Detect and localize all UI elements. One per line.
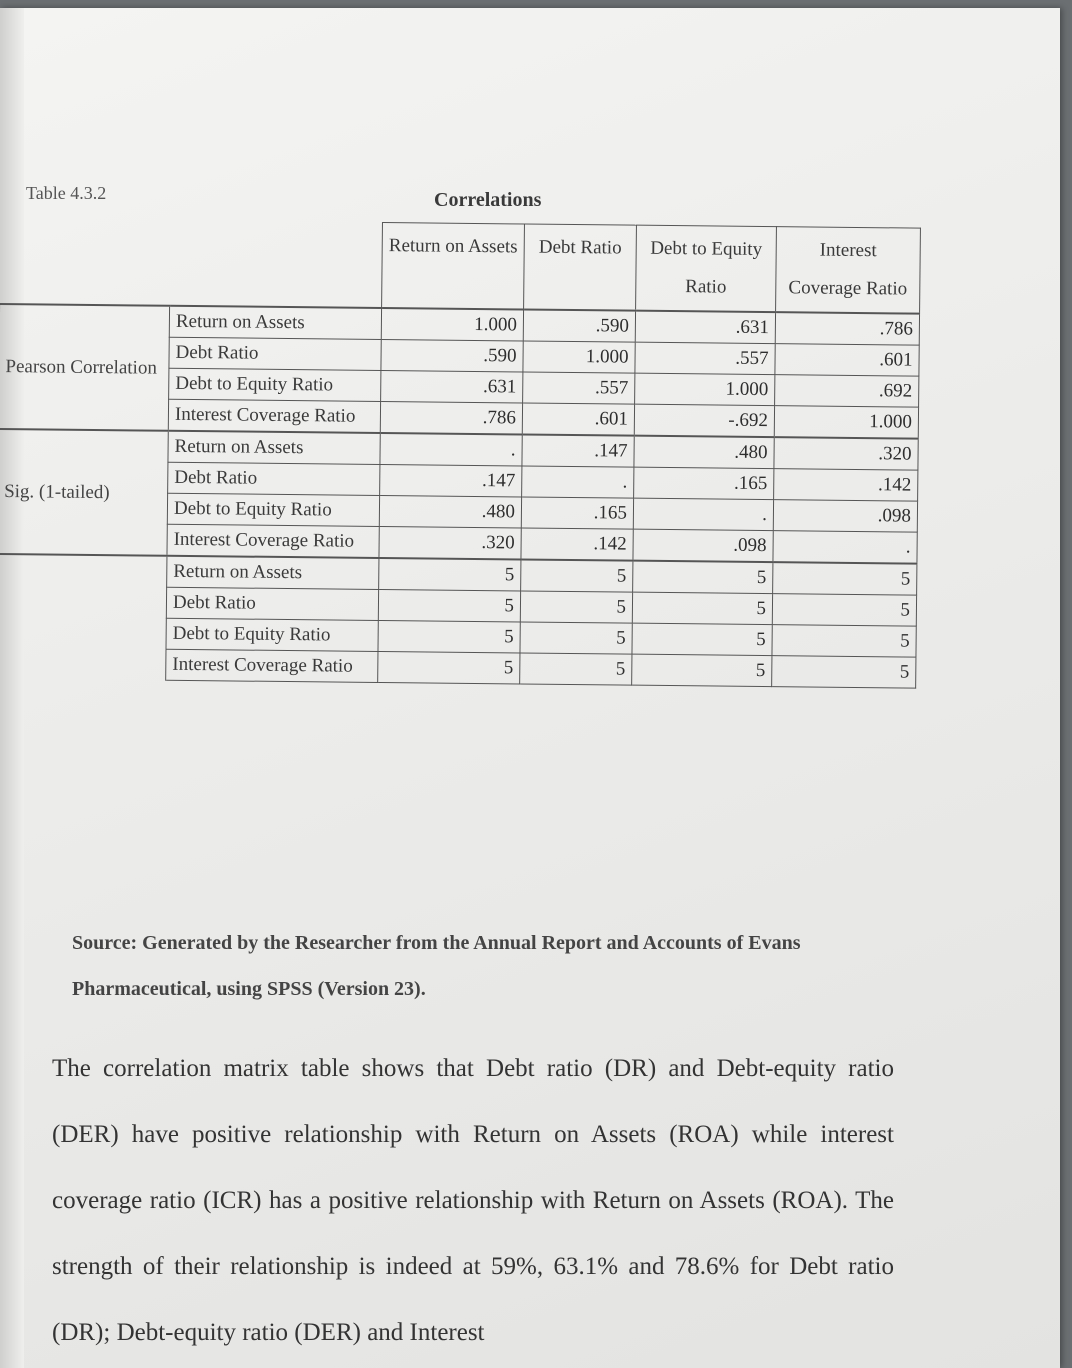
column-header: Debt to Equity Ratio <box>636 225 777 312</box>
correlations-table <box>0 218 921 689</box>
body-paragraph: The correlation matrix table shows that Debt ratio (DR) and Debt-equity ratio (DER) have positive relationship with Return on Assets (ROA) while interest coverage ratio (ICR) has a positive relationship with Return on Assets (ROA). The strength of their relationship is indeed at 59%, 63.1% and 78.6% for Debt ratio (DR); Debt-equity ratio (DER) and Interest <box>52 1055 894 1346</box>
table-cell: .631 <box>381 370 523 402</box>
table-cell: .692 <box>775 375 919 408</box>
table-cell: .557 <box>523 372 635 404</box>
table-cell: .786 <box>775 312 919 345</box>
table-cell: 5 <box>773 562 917 595</box>
row-label: Return on Assets <box>168 431 380 465</box>
table-source-note: Source: Generated by the Researcher from the Annual Report and Accounts of Evans Pharmaceutical, using SPSS (Version 23). <box>72 932 801 1000</box>
table-cell: .590 <box>523 309 635 342</box>
table-body <box>0 304 920 688</box>
table-cell: 5 <box>632 654 772 686</box>
table-cell: 5 <box>632 623 772 655</box>
table-cell: .142 <box>774 469 918 502</box>
table-cell: -.692 <box>634 404 774 437</box>
column-header: Debt Ratio <box>524 224 637 311</box>
table-cell: .786 <box>380 401 522 434</box>
table-cell: .147 <box>522 434 634 467</box>
table-cell: .557 <box>635 342 775 374</box>
table-cell: . <box>633 498 773 530</box>
table-cell: . <box>380 433 522 466</box>
section-label: Sig. (1-tailed) <box>0 429 168 556</box>
table-cell: 5 <box>520 591 632 623</box>
row-label: Interest Coverage Ratio <box>167 524 379 558</box>
table-cell: 1.000 <box>523 341 635 373</box>
row-label: Debt Ratio <box>166 587 378 620</box>
section-label <box>0 554 167 680</box>
table-cell: 5 <box>379 558 521 591</box>
table-cell: .165 <box>634 467 774 499</box>
table-cell: 5 <box>772 594 916 627</box>
header-blank-cell <box>0 219 382 308</box>
table-cell: .480 <box>379 495 521 527</box>
table-number-label: Table 4.3.2 <box>26 183 107 203</box>
row-label: Return on Assets <box>167 556 379 590</box>
row-label: Debt Ratio <box>168 462 380 495</box>
table-cell: 5 <box>521 559 633 592</box>
table-cell: .480 <box>634 436 774 469</box>
table-cell: .165 <box>521 497 633 529</box>
table-title: Correlations <box>434 189 542 211</box>
table-cell: .147 <box>380 464 522 496</box>
table-cell: .590 <box>381 339 523 371</box>
table-cell: 5 <box>520 622 632 654</box>
table-cell: 1.000 <box>381 308 523 341</box>
table-cell: .320 <box>774 437 918 470</box>
table-cell: 5 <box>520 653 632 685</box>
table-cell: 5 <box>633 561 773 594</box>
table-cell: . <box>773 531 917 564</box>
table-cell: .098 <box>773 500 917 533</box>
table-cell: .631 <box>635 311 775 344</box>
row-label: Debt to Equity Ratio <box>166 618 378 651</box>
table-cell: .320 <box>379 526 521 559</box>
table-cell: .601 <box>522 403 634 436</box>
table-cell: 5 <box>378 651 520 683</box>
table-cell: 1.000 <box>635 373 775 405</box>
row-label: Interest Coverage Ratio <box>168 399 380 433</box>
table-cell: 5 <box>378 589 520 621</box>
row-label: Debt Ratio <box>169 337 381 370</box>
column-header: Return on Assets <box>382 223 525 310</box>
row-label: Debt to Equity Ratio <box>167 493 379 526</box>
table-header-row <box>0 219 920 314</box>
table-cell: .601 <box>775 344 919 377</box>
table-cell: 1.000 <box>774 406 918 439</box>
row-label: Interest Coverage Ratio <box>166 649 378 682</box>
page-binding-edge <box>0 8 24 1368</box>
document-page <box>0 8 1060 1368</box>
table-cell: .142 <box>521 528 633 561</box>
row-label: Return on Assets <box>169 306 381 340</box>
table-cell: 5 <box>772 656 916 689</box>
table-cell: . <box>522 466 634 498</box>
table-cell: 5 <box>632 592 772 624</box>
column-header: Interest Coverage Ratio <box>776 227 921 314</box>
row-label: Debt to Equity Ratio <box>169 368 381 401</box>
table-cell: .098 <box>633 529 773 562</box>
table-cell: 5 <box>772 625 916 658</box>
section-label: Pearson Correlation <box>0 304 170 431</box>
table-cell: 5 <box>378 620 520 652</box>
